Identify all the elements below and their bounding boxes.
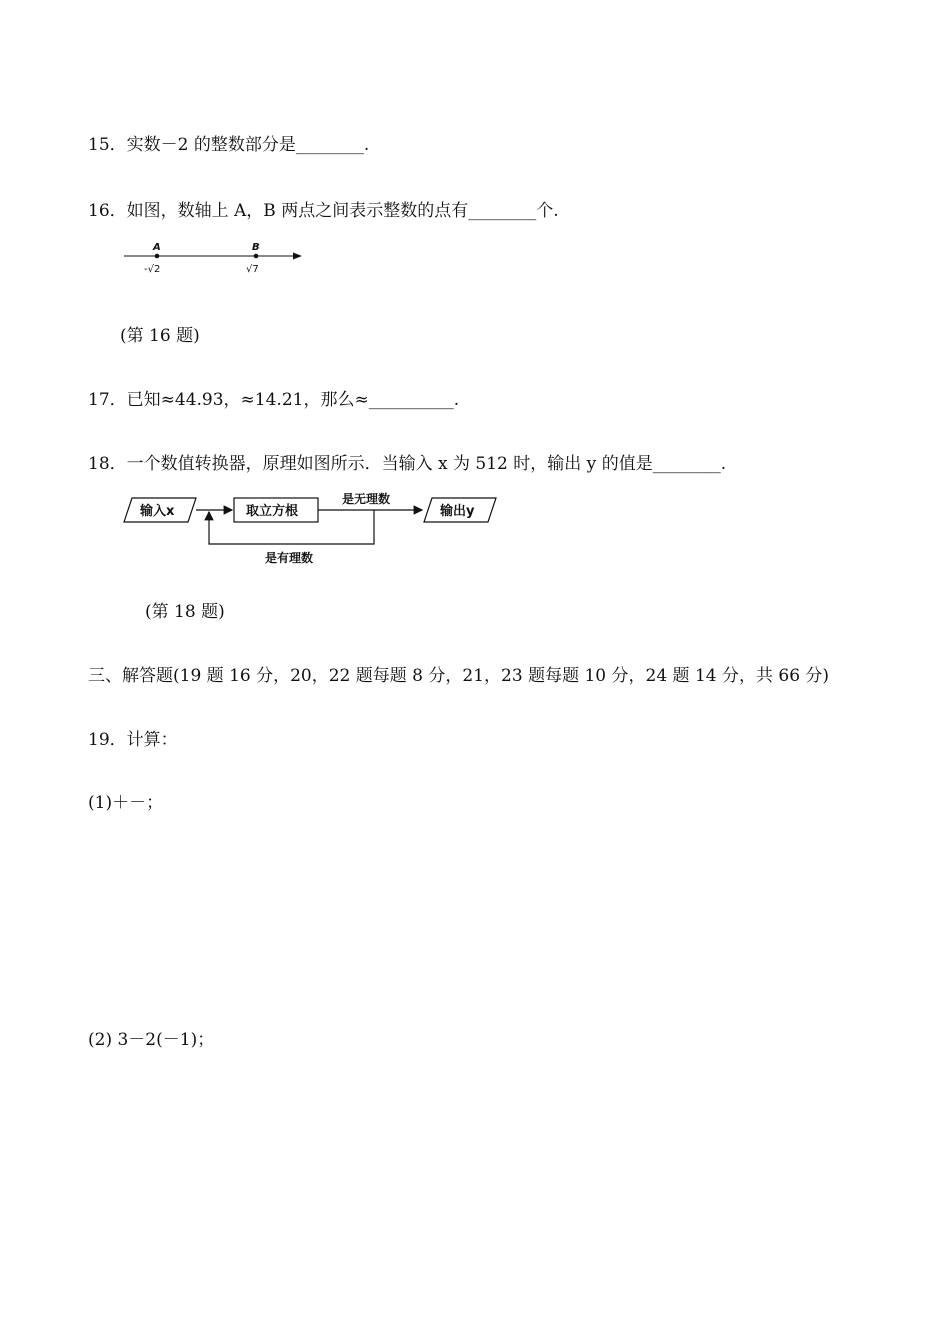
irrational-label: 是无理数 [342,492,391,506]
point-b-value: √7 [246,264,259,275]
output-label: 输出y [440,504,475,519]
section-3-heading: 三、解答题(19 题 16 分，20，22 题每题 8 分，21，23 题每题 10 分，24 题 14 分，共 66 分) [88,666,830,686]
number-line-figure [120,236,310,280]
point-b [254,254,259,259]
question-19-part-2: (2) 3－2(－1)； [88,1030,215,1050]
point-a [155,254,160,259]
point-a-label: A [153,242,161,253]
question-18: 18．一个数值转换器，原理如图所示．当输入 x 为 512 时，输出 y 的值是________. [88,454,727,474]
figure-18-caption: (第 18 题) [145,602,225,622]
question-19-part-1: (1)＋－； [88,793,164,813]
question-17: 17．已知≈44.93，≈14.21，那么≈__________. [88,390,460,410]
question-16: 16．如图，数轴上 A，B 两点之间表示整数的点有________个. [88,201,559,221]
converter-flowchart [120,486,510,570]
question-19: 19．计算： [88,730,178,750]
number-line-arrow [293,253,302,260]
rational-label: 是有理数 [265,551,314,565]
question-15: 15．实数－2 的整数部分是________. [88,135,370,155]
point-a-value: -√2 [144,264,161,275]
figure-16-caption: (第 16 题) [120,326,200,346]
cube-root-label: 取立方根 [246,504,299,519]
point-b-label: B [252,242,260,253]
input-label: 输入x [140,504,175,519]
